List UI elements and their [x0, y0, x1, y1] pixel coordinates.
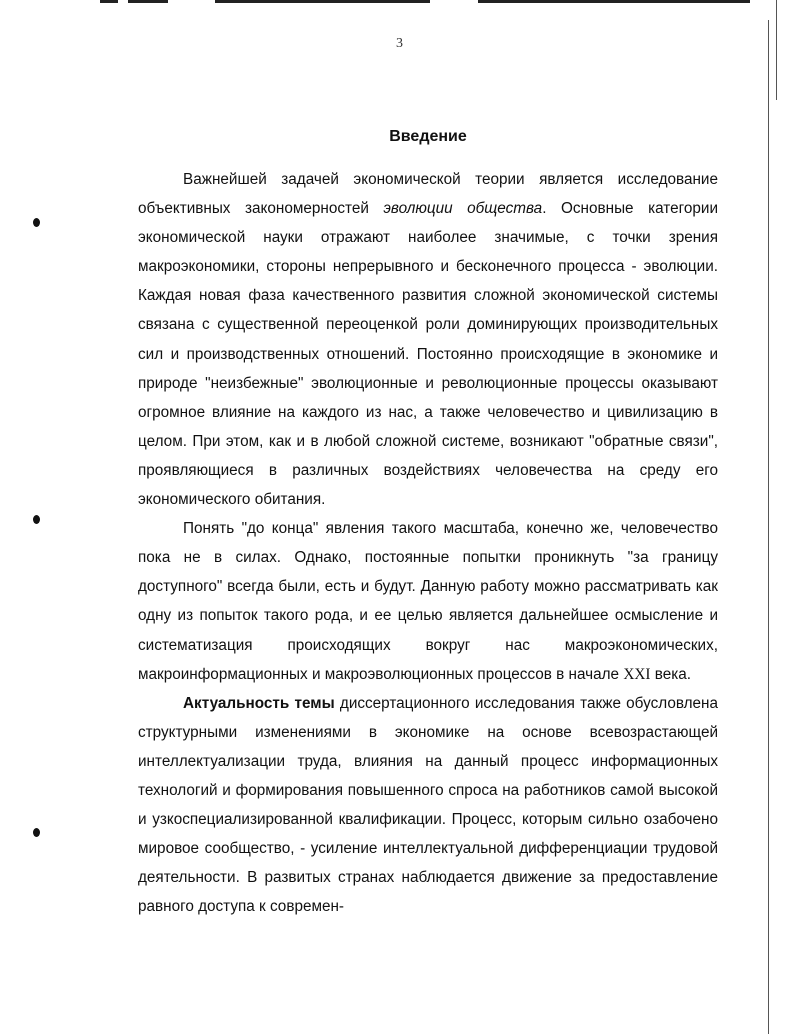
page-number: 3	[396, 36, 403, 51]
text-run: Важнейшей задачей экономической теории является исследование объективных закономерностей	[138, 171, 718, 218]
scan-mark	[100, 0, 118, 3]
text-run: . Основные категории экономической науки отражают наиболее значимые, с точки зрения макроэкономики, стороны непрерывного и бесконечного процесса - эволюции. Каждая новая фаза качественного развития сложной экономической системы связана с существенной переоценкой роли доминирующих производительных сил и производственных отношений. Постоянно происходящие в экономике и природе "неизбежные" эволюционные и революционные процессы оказывают огромное влияние на каждого из нас, а также человечество и цивилизацию в целом. При этом, как и в любой сложной системе, возникают "обратные связи", проявляющиеся в различных воздействиях человечества на среду его экономического обитания.	[138, 200, 718, 509]
text-run: диссертационного исследования также обусловлена структурными изменениями в экономике на основе всевозрастающей интеллектуализации труда, влияния на данный процесс информационных технологий и формирования повышенного спроса на работников самой высокой и узкоспециализированной квалификации. Процесс, которым сильно озабочено мировое сообщество, - усиление интеллектуальной дифференциации трудовой деятельности. В развитых странах наблюдается движение за предоставление равного доступа к современ-	[138, 694, 718, 916]
paragraph-1	[138, 165, 718, 514]
emphasis: эволюции общества	[383, 200, 543, 218]
text-run: Понять "до конца" явления такого масштаба, конечно же, человечество пока не в силах. Однако, постоянные попытки проникнуть "за границу доступного" всегда были, есть и будут. Данную работу можно рассматривать как одну из попыток такого рода, и ее целью является дальнейшее осмысление и систематизация происходящих вокруг нас макроэкономических, макроинформационных и макроэволюционных процессов в начале	[138, 520, 718, 683]
scan-mark	[215, 0, 430, 3]
document-body	[138, 165, 718, 921]
binder-hole	[33, 828, 40, 837]
binder-hole	[33, 218, 40, 227]
page-title: Введение	[389, 128, 467, 145]
page-edge-line	[768, 20, 769, 1034]
paragraph-3	[138, 689, 718, 922]
scan-mark	[128, 0, 168, 3]
scan-mark	[478, 0, 750, 3]
paragraph-2	[138, 514, 718, 689]
century-numeral: XXI	[623, 665, 651, 683]
section-heading-inline: Актуальность темы	[183, 694, 335, 712]
text-run: века.	[650, 665, 692, 683]
binder-hole	[33, 515, 40, 524]
